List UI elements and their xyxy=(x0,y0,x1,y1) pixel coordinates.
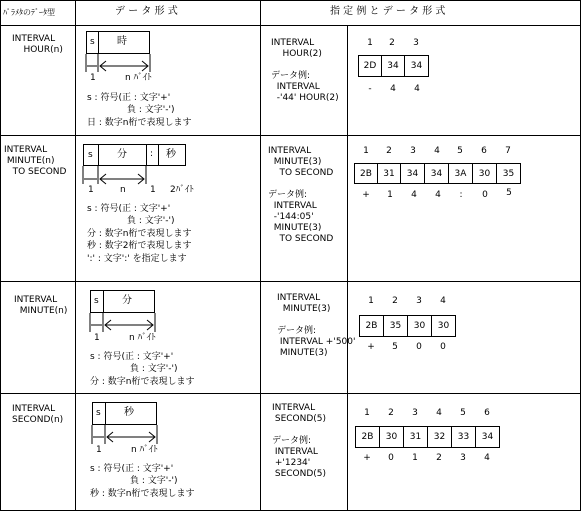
row4-char: 1 xyxy=(412,453,418,463)
row2-char: 0 xyxy=(482,190,488,200)
row2-index: 5 xyxy=(457,146,463,156)
row3-dim-n: n ﾊﾞｲﾄ xyxy=(129,333,156,343)
row2-example: INTERVAL MINUTE(3) TO SECOND データ例: INTERVAL -'144:05' MINUTE(3) TO SECOND xyxy=(268,146,334,244)
row2-dim-n: n xyxy=(120,185,126,195)
row2-byte: 2B xyxy=(354,163,378,184)
row1-field-hour: 時 xyxy=(117,36,127,47)
row1-index: 2 xyxy=(389,38,395,48)
row1-byte: 34 xyxy=(381,55,405,77)
row2-byte: 34 xyxy=(400,163,425,184)
row3-type: INTERVAL MINUTE(n) xyxy=(14,295,68,316)
row1-char: - xyxy=(368,84,372,94)
row4-index: 3 xyxy=(412,408,418,418)
header-param-type: ﾊﾟﾗﾒﾀのﾃﾞｰﾀ型 xyxy=(3,8,55,17)
row1-desc-hour: 日 : 数字n桁で表現します xyxy=(87,118,192,128)
row2-field-s: s xyxy=(88,150,93,160)
row2-char: 4 xyxy=(411,190,417,200)
row4-byte: 34 xyxy=(475,426,500,448)
row2-index: 1 xyxy=(363,146,369,156)
row4-example: INTERVAL SECOND(5) データ例: INTERVAL +'1234' SECOND(5) xyxy=(272,403,327,479)
row4-index: 5 xyxy=(460,408,466,418)
row2-desc-sign: s : 符号(正 : 文字'+' xyxy=(87,204,171,214)
row3-example: INTERVAL MINUTE(3) データ例: INTERVAL +'500' MINUTE(3) xyxy=(277,293,356,358)
row4-index: 4 xyxy=(436,408,442,418)
row4-index: 1 xyxy=(364,408,370,418)
row1-byte: 2D xyxy=(358,55,382,77)
row3-desc-minute: 分 : 数字n桁で表現します xyxy=(90,377,195,387)
row1-char: 4 xyxy=(390,84,396,94)
row2-char: 5 xyxy=(506,188,512,198)
row3-field-minute: 分 xyxy=(122,295,132,306)
row2-byte: 35 xyxy=(496,163,521,184)
row2-field-colon: : xyxy=(150,149,154,159)
row3-desc-sign: s : 符号(正 : 文字'+' xyxy=(90,352,174,362)
row4-field-s: s xyxy=(96,408,101,418)
row4-char: 0 xyxy=(388,453,394,463)
row4-char: 4 xyxy=(484,453,490,463)
row2-desc-second: 秒 : 数字2桁で表現します xyxy=(87,241,192,251)
row4-desc-neg: 負 : 文字'-') xyxy=(90,476,178,486)
row4-desc-second: 秒 : 数字n桁で表現します xyxy=(90,489,195,499)
row4-byte: 2B xyxy=(355,426,380,448)
row3-index: 4 xyxy=(440,296,446,306)
row4-byte: 32 xyxy=(427,426,452,448)
row2-dim-1b: 1 xyxy=(150,185,156,195)
row2-char: + xyxy=(362,190,370,200)
row3-byte: 30 xyxy=(431,315,456,337)
row2-field-second: 秒 xyxy=(166,149,176,160)
row2-dim-1: 1 xyxy=(88,185,94,195)
row1-char: 4 xyxy=(414,84,420,94)
row4-type: INTERVAL SECOND(n) xyxy=(12,404,64,425)
row2-field-minute: 分 xyxy=(117,149,127,160)
header-data-format: デ ー タ 形 式 xyxy=(115,6,178,17)
row3-field-s: s xyxy=(94,296,99,306)
row3-index: 2 xyxy=(392,296,398,306)
row4-index: 6 xyxy=(484,408,490,418)
row3-desc-neg: 負 : 文字'-') xyxy=(90,364,178,374)
row2-byte: 34 xyxy=(424,163,449,184)
row1-index: 1 xyxy=(367,38,373,48)
row2-char: 1 xyxy=(387,190,393,200)
row1-dim-1: 1 xyxy=(90,73,96,83)
row2-desc-minute: 分 : 数字n桁で表現します xyxy=(87,229,192,239)
row2-desc-neg: 負 : 文字'-') xyxy=(87,216,175,226)
row3-char: 0 xyxy=(416,342,422,352)
row1-field-s: s xyxy=(90,37,95,47)
row4-char: 2 xyxy=(436,453,442,463)
row4-index: 2 xyxy=(388,408,394,418)
row3-dim-1: 1 xyxy=(94,333,100,343)
row4-dim-1: 1 xyxy=(96,445,102,455)
row2-index: 6 xyxy=(481,146,487,156)
row1-dim-n: n ﾊﾞｲﾄ xyxy=(125,73,152,83)
row2-index: 2 xyxy=(386,146,392,156)
row1-index: 3 xyxy=(413,38,419,48)
row2-dim-2: 2ﾊﾞｲﾄ xyxy=(170,185,194,195)
row2-desc-colon: ':' : 文字':' を指定します xyxy=(87,254,187,264)
row4-byte: 31 xyxy=(403,426,428,448)
row4-dim-n: n ﾊﾞｲﾄ xyxy=(131,445,158,455)
row2-char: : xyxy=(459,190,463,200)
row2-byte: 31 xyxy=(377,163,401,184)
row3-index: 3 xyxy=(416,296,422,306)
row2-index: 4 xyxy=(434,146,440,156)
row4-byte: 30 xyxy=(379,426,404,448)
row3-byte: 2B xyxy=(359,315,384,337)
row2-type: INTERVAL MINUTE(n) TO SECOND xyxy=(4,145,67,177)
row4-field-second: 秒 xyxy=(124,407,134,418)
row4-char: 3 xyxy=(460,453,466,463)
row3-index: 1 xyxy=(368,296,374,306)
row1-desc-sign: s : 符号(正 : 文字'+' xyxy=(87,93,171,103)
row3-char: + xyxy=(367,342,375,352)
row2-index: 3 xyxy=(410,146,416,156)
row4-byte: 33 xyxy=(451,426,476,448)
row3-byte: 30 xyxy=(407,315,432,337)
row1-byte: 34 xyxy=(404,55,429,77)
row4-char: + xyxy=(363,453,371,463)
row2-char: 4 xyxy=(435,190,441,200)
row2-byte: 3A xyxy=(448,163,473,184)
row3-char: 5 xyxy=(392,342,398,352)
row3-char: 0 xyxy=(440,342,446,352)
row1-example: INTERVAL HOUR(2) データ例: INTERVAL -'44' HOUR(2) xyxy=(271,38,339,103)
row3-byte: 35 xyxy=(383,315,408,337)
header-example: 指 定 例 と デ ー タ 形 式 xyxy=(330,6,446,17)
row2-byte: 30 xyxy=(472,163,497,184)
row1-desc-neg: 負 : 文字'-') xyxy=(87,105,175,115)
row4-desc-sign: s : 符号(正 : 文字'+' xyxy=(90,464,174,474)
row1-type: INTERVAL HOUR(n) xyxy=(12,34,63,55)
row2-index: 7 xyxy=(505,146,511,156)
